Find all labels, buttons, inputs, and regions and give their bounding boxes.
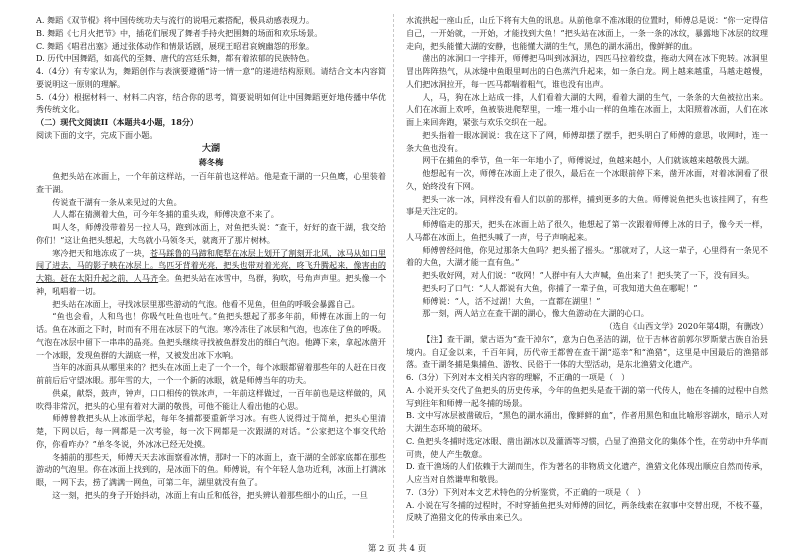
- highlight-tail: 全。鱼把头站在冰雪中，鸟群，狗吹，号角声声里。把头像一个神，吼唱着一切。: [36, 273, 386, 296]
- story-paragraph: 凿出的冰洞口一字排开，师傅把马叫到冰洞边，四匹马拉着绞盘，拖动大网在冰下兜转。冰洞里冒出阵阵热气，从冰缝中鱼眼里呵出的白色蒸汽升起来，如一条白龙。网上越来越重，马越走越慢，人们把冰洞拉开，每一匹马都喘着粗气，谁也没有出声。: [406, 53, 768, 89]
- story-paragraph: 把头一冰一冰，同样没有看人们以前的那样，捕到更多的大鱼。师傅说鱼把头也该挂网了，有些事是天注定的。: [406, 193, 768, 217]
- story-paragraph: 水流拱起一座山丘，山丘下将有大鱼的讯息。从前他拿不准冰眼的位置时，师傅总是说：“你一定得信自己，一开始就，一开始，才能找到大鱼！”把头站在冰面上，一条一条的冰纹，暴露地下冰层的纹理走向，把头能懂大湖的安静，也能懂大湖的生气，黑色的湖水涌出，像鲜鲜的血。: [406, 15, 768, 51]
- question-5: 5.（4分）根据材料一、材料二内容，结合你的思考，简要说明如何让中国舞蹈更好地传播中华优秀传统文化。: [36, 91, 386, 115]
- q6-option-b: B. 文中写冰层被凿破后，“黑色的湖水涌出，像鲜鲜的血”，作者用黑色和血比喻形容湖水，暗示人对大湖生态环境的破坏。: [406, 410, 768, 433]
- question-4: 4.（4分）有专家认为，舞蹈创作与表演要遵循“诗一情一意”的递进结构原则。请结合文本内容简要说明这一原则的理解。: [36, 66, 386, 89]
- dialogue-line: 师傅说：“人，活不过湖！大鱼，一直都在湖里！”: [422, 295, 601, 306]
- annotation-note: 【注】查干湖，蒙古语为“查干淖尔”，意为白色圣洁的湖，位于吉林省前郭尔罗斯蒙古族自治县境内。自辽金以来，千百年间，历代帝王都曾在查干湖“巡幸”和“渔猎”，这里是中国最后的渔猎部落。查干湖冬捕是集捕鱼、游牧、民俗于一体的大型活动，是东北渔猎文化遗产。: [406, 333, 768, 370]
- story-paragraph: 师傅曾经问他，你见过那条大鱼吗？把头摇了摇头。“那就对了，人这一辈子，心里得有一条见不着的大鱼，大湖才能一直有鱼。”: [406, 244, 768, 268]
- story-paragraph: 供桌，献祭，鼓声，钟声，口口相传的铁冰声，一年前这样做过，一百年前也是这样做的，风吹得非常沉，把头的心里有着对大湖的敬畏，可他不能让人看出他的心思。: [36, 387, 386, 411]
- highlight-lead: 寒冷把天和地冻成了一块，: [52, 247, 150, 258]
- q7-option-a: A. 小说在写冬捕的过程时，不时穿插鱼把头对师傅的回忆，两条线索在叙事中交替出现，不枝不蔓，反映了渔猎文化的传承由来已久。: [406, 499, 768, 523]
- option-c: C. 舞蹈《唱君出塞》通过张体动作和情景话剧，展现王昭君哀婉幽怨的形象。: [36, 40, 315, 51]
- story-paragraph: “鱼也会看，人和鸟也！你吸气吐鱼也吐气。”鱼把头想起了那多年前，师傅在冰面上的一句话。鱼在冰面之下时，时而有不用在冰层下的气泡。寒冷冻住了冰层和气泡，也冻住了鱼的呼吸。气泡在冰层中留下一串串的晶亮。鱼把头继续寻找被鱼群发出的细白气泡。他蹲下来，拿起冰凿开一个冰眼，发现鱼群的大湖底一样，又被发出冰下水响。: [36, 311, 386, 360]
- section-heading: （二）现代文阅读II（本题共4小题，18分）: [36, 117, 199, 127]
- question-6: 6.（3分）下列对本文相关内容的理解，不正确的一项是（ ）: [406, 372, 630, 382]
- story-paragraph: 人，马，狗在冰上站成一排，人们看着大湖的大网，看着大湖的生气，一条条的大鱼被拉出来。人们在冰面上欢呼，鱼被装进爬犁里，一堆一堆小山一样的鱼堆在冰面上，太阳照着冰面，人们在冰面上来回奔跑，紧张与欢乐交织在一起。: [406, 91, 768, 127]
- story-paragraph: 鱼把头站在冰面上，一个年前这样站，一百年前也这样站。他是查干湖的一只鱼鹰，心里装着查干湖。: [36, 171, 386, 194]
- underlined-passage: 苍马踩鲁的马蹄和爬犁在冰层上划开了割刻开北风，冰马从如口里闯了进去，马的影子映在冰层上。鸟匹牙背着光亮，把头也带对着光亮，咚飞升腾起来，像害由的大箱。赶在太阳升起之前，人马齐: [36, 247, 386, 283]
- column-divider: [393, 14, 394, 538]
- story-title: 大湖: [201, 143, 220, 154]
- source-citation: （选自《山西文学》2020年第4期，有删改）: [604, 321, 768, 331]
- story-paragraph: 把头指着一眼冰洞说：我在这下了网，师傅却摆了摆手，把头明白了师傅的意思，收网时，连一条大鱼也没有。: [406, 129, 768, 153]
- left-column: [36, 14, 386, 502]
- section-instruction: 阅读下面的文字，完成下面小题。: [36, 129, 158, 140]
- story-paragraph: 人人都在猜测着大鱼，可今年冬捕的重头戏，师傅决意不来了。: [52, 209, 279, 220]
- dialogue-line: 把头叼了口气：“人人都说有大鱼，你捕了一辈子鱼，可我知道大鱼在哪呢！”: [422, 282, 698, 293]
- story-paragraph: 叫人冬，师傅没带着另一拉人马，跑到冰面上，对鱼把头说：“查干，好好的查干湖，我交给你们！”这让鱼把头想起，大鸟就小马领冬天，就离开了那片树林。: [36, 222, 386, 245]
- story-author: 蒋冬梅: [198, 157, 224, 168]
- option-b: B. 舞蹈《七月火把节》中，插花们展现了舞者手持火把围舞的场面和欢乐场景。: [36, 27, 323, 38]
- option-d: D. 历代中国舞蹈，如高代的至舞、唐代的宫廷乐舞，都有着浓郁的民族特色。: [36, 53, 315, 64]
- story-paragraph: 冬捕前的那些天，师傅天天去冰面察看冰情，那时一下的冰面上，查干湖的全部家底都在那些游动的气泡里。你在冰面上找到的，是冰面下的鱼。师傅说，有个年轻人急功近利，冰面上打满冰眼，一网下去，捞了满满一网鱼，可第二年，湖里就没有鱼了。: [36, 451, 386, 487]
- story-paragraph: 师傅临走的那天，把头在冰面上站了很久，他想起了第一次跟着师傅上冰的日子，像今天一样，人马都在冰面上，鱼把头喊了一声，号子声响起来。: [406, 219, 768, 242]
- option-a: A. 舞蹈《双节棍》将中国传统功夫与流行的说唱元素搭配，极具动感表现力。: [36, 15, 315, 25]
- story-paragraph: 把头站在冰面上，寻找冰层里那些游动的气泡。他看不见鱼，但鱼的呼吸会暴露自己。: [52, 298, 360, 309]
- q6-option-d: D. 查干渔场的人们依赖于大湖而生，作为著名的非物质文化遗产，渔猎文化体现出顺应自然而传承，人应当对自然谦卑和敬畏。: [406, 461, 768, 484]
- story-paragraph: 传说查干湖有一条从来见过的大鱼。: [52, 196, 182, 207]
- right-column: [406, 14, 768, 524]
- story-paragraph-highlighted: [36, 247, 386, 298]
- story-ending: 那一刻，两人站立在查干湖的湖心，像大鱼游动在大湖的心口。: [422, 308, 649, 319]
- story-paragraph: 他想起有一次，师傅在冰面上走了很久，最后在一个冰眼前停下来，凿开冰面，对着冰洞看了很久，始终没有下网。: [406, 168, 768, 191]
- q6-option-a: A. 小说开头交代了鱼把头的历史传承，今年的鱼把头是查干湖的第一代传人，他在冬捕的过程中自然写到往年和师傅一起冬捕的场景。: [406, 384, 768, 408]
- q6-option-c: C. 鱼把头冬捕时选定冰眼、凿出湖冰以及灌酒等习惯，凸显了渔猎文化的集体个性，在劳动中升华而可贵，使人产生敬意。: [406, 435, 768, 459]
- story-paragraph: 当年的冰面具从哪里来的？把头在冰面上走了一个一个，每个冰眼都留着那些年的人赶在日夜前前后后守望冰眼。那年雪的大，一个一个新的冰眼，就是师傅当年的功夫。: [36, 362, 386, 385]
- question-7: 7.（3分）下列对本文艺术特色的分析鉴赏，不正确的一项是（ ）: [406, 486, 646, 497]
- story-paragraph: 网干在捕鱼的季节，鱼一年一年地小了，师傅说过，鱼越来越小，人们就该越来越敬畏大湖。: [422, 155, 755, 166]
- story-paragraph: 师傅曾教把头从上冰面学起，每年冬捕都要重新学习冰。有些人说得过于简单，把头心里清楚，下网以后，每一网都是一次考验，每一次下网都是一次跟湖的对话。“公家把这个事交代给你，你看咋办？”单冬冬说，外冰冰已经无处摸。: [36, 413, 386, 449]
- page-number: 第 2 页 共 4 页: [367, 544, 427, 554]
- story-paragraph: 把头收好网，对人们说：“收网！”人群中有人大声喊，鱼出来了！把头笑了一下，没有回头。: [422, 270, 755, 280]
- story-paragraph: 这一刻，把头的身子开始抖动，冰面上有山丘和低谷，把头辨认着那些细小的山丘，一旦: [52, 489, 368, 500]
